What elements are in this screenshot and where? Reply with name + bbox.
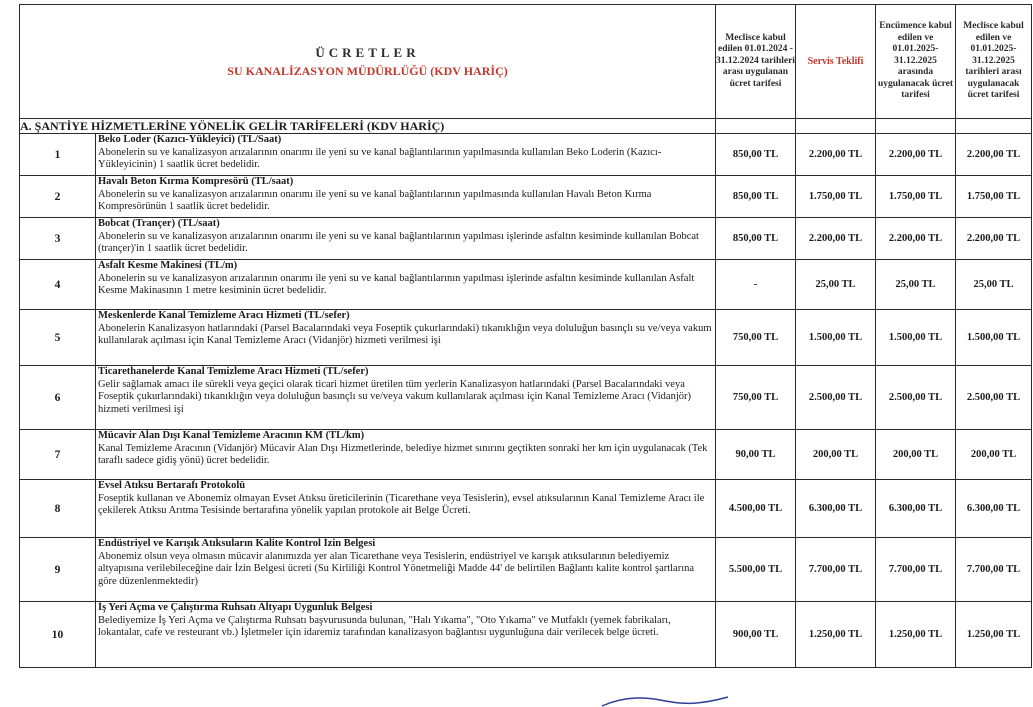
row-detail: Abonelerin su ve kanalizasyon arızalarının onarımı ile yeni su ve kanal bağlantılarının yapılması işlerinde asfaltın kesiminde kullanılan Asfalt Kesme Makinasının 1 metre kesiminin ücret bedelidir.	[98, 272, 695, 296]
price-encumen-2025: 1.750,00 TL	[876, 176, 956, 218]
header-row	[20, 5, 1032, 119]
row-number: 8	[20, 480, 96, 538]
price-2024: 90,00 TL	[716, 430, 796, 480]
page-title: ÜCRETLER	[315, 44, 420, 60]
price-2024: 900,00 TL	[716, 602, 796, 668]
row-detail: Abonelerin su ve kanalizasyon arızalarının onarımı ile yeni su ve kanal bağlantılarının yapılmasında kullanılan Beko Loderin (Kazıcı-Yükleyicinin) 1 saatlik ücret bedelidir.	[98, 146, 662, 170]
row-title: Evsel Atıksu Bertarafı Protokolü	[98, 480, 246, 491]
section-row	[20, 119, 1032, 134]
price-encumen-2025: 7.700,00 TL	[876, 538, 956, 602]
row-number: 3	[20, 218, 96, 260]
column-header-2024: Meclisce kabul edilen 01.01.2024 - 31.12.2024 tarihleri arası uygulanan ücret tarifesi	[716, 5, 796, 119]
row-number: 1	[20, 134, 96, 176]
price-service-offer: 1.250,00 TL	[796, 602, 876, 668]
signature-stroke	[600, 694, 730, 707]
row-title: Ticarethanelerde Kanal Temizleme Aracı Hizmeti (TL/sefer)	[98, 366, 369, 377]
price-service-offer: 2.500,00 TL	[796, 366, 876, 430]
row-description	[96, 602, 716, 668]
document-header	[20, 5, 716, 119]
price-service-offer: 6.300,00 TL	[796, 480, 876, 538]
price-encumen-2025: 6.300,00 TL	[876, 480, 956, 538]
price-2024: 850,00 TL	[716, 134, 796, 176]
price-encumen-2025: 2.200,00 TL	[876, 218, 956, 260]
row-title: Endüstriyel ve Karışık Atıksuların Kalite Kontrol İzin Belgesi	[98, 538, 376, 549]
price-encumen-2025: 200,00 TL	[876, 430, 956, 480]
price-service-offer: 200,00 TL	[796, 430, 876, 480]
row-detail: Abonelerin Kanalizasyon hatlarındaki (Parsel Bacalarındaki veya Foseptik çukurlarındaki) tıkanıklığın veya doluluğun basınçlı su ve/veya vakum kullanılarak açılması için Kanal Temizleme Aracı (Vidanjör) hizmeti verilmesi işi	[98, 322, 712, 346]
table-row	[20, 134, 1032, 176]
row-detail: Abonelerin su ve kanalizasyon arızalarının onarımı ile yeni su ve kanal bağlantılarının yapılmasında kullanılan Havalı Beton Kırma Kompresörünün 1 saatlik ücret bedelidir.	[98, 188, 652, 212]
page-subtitle: SU KANALİZASYON MÜDÜRLÜĞÜ (KDV HARİÇ)	[227, 63, 508, 78]
row-description	[96, 218, 716, 260]
section-cell-empty	[956, 119, 1032, 134]
table-row	[20, 310, 1032, 366]
price-2024: 4.500,00 TL	[716, 480, 796, 538]
row-title: Havalı Beton Kırma Kompresörü (TL/saat)	[98, 176, 294, 187]
row-description	[96, 310, 716, 366]
price-2024: 750,00 TL	[716, 310, 796, 366]
row-detail: Abonemiz olsun veya olmasın mücavir alanımızda yer alan Ticarethane veya Tesislerin, endüstriyel ve karışık atıksularının belediyemiz altyapısına verilebileceğine dair İzin Belgesi ücreti (Su Kirliliği Kontrol Yönetmeliği Madde 44' de belirtilen Bağlantı kalite kontrol şartlarına göre düzenlenmektedir)	[98, 550, 695, 587]
row-detail: Abonelerin su ve kanalizasyon arızalarının onarımı ile yeni su ve kanal bağlantılarının yapılması işlerinde asfaltın kesiminde kullanılan Bobcat (trançer)'in 1 saatlik ücret bedelidir.	[98, 230, 699, 254]
section-cell-empty	[796, 119, 876, 134]
price-service-offer: 1.750,00 TL	[796, 176, 876, 218]
row-description	[96, 134, 716, 176]
row-title: İş Yeri Açma ve Çalıştırma Ruhsatı Altyapı Uygunluk Belgesi	[98, 602, 373, 613]
table-row	[20, 480, 1032, 538]
row-number: 6	[20, 366, 96, 430]
row-number: 10	[20, 602, 96, 668]
price-encumen-2025: 2.200,00 TL	[876, 134, 956, 176]
row-number: 5	[20, 310, 96, 366]
row-description	[96, 260, 716, 310]
row-description	[96, 366, 716, 430]
table-row	[20, 218, 1032, 260]
price-meclis-2025: 7.700,00 TL	[956, 538, 1032, 602]
row-description	[96, 430, 716, 480]
price-2024: 850,00 TL	[716, 218, 796, 260]
row-title: Meskenlerde Kanal Temizleme Aracı Hizmeti (TL/sefer)	[98, 310, 350, 321]
price-2024: 5.500,00 TL	[716, 538, 796, 602]
table-row	[20, 176, 1032, 218]
price-meclis-2025: 2.500,00 TL	[956, 366, 1032, 430]
row-number: 4	[20, 260, 96, 310]
price-meclis-2025: 1.750,00 TL	[956, 176, 1032, 218]
row-detail: Belediyemize İş Yeri Açma ve Çalıştırma Ruhsatı başvurusunda bulunan, "Halı Yıkama", "Oto Yıkama" ve Mutfaklı (yemek fabrikaları, lokantalar, cafe ve resteurant vb.) İşletmeler için idaremiz tarafından kanalizasyon bağlantısı uygunluğuna dair verilecek belge ücreti.	[98, 614, 671, 638]
price-encumen-2025: 1.250,00 TL	[876, 602, 956, 668]
price-service-offer: 2.200,00 TL	[796, 218, 876, 260]
section-title: A. ŞANTİYE HİZMETLERİNE YÖNELİK GELİR TARİFELERİ (KDV HARİÇ)	[20, 119, 716, 134]
price-2024: 850,00 TL	[716, 176, 796, 218]
table-row	[20, 538, 1032, 602]
price-meclis-2025: 200,00 TL	[956, 430, 1032, 480]
table-row	[20, 602, 1032, 668]
price-encumen-2025: 1.500,00 TL	[876, 310, 956, 366]
price-service-offer: 7.700,00 TL	[796, 538, 876, 602]
column-header-meclis-2025: Meclisce kabul edilen ve 01.01.2025-31.12.2025 tarihleri arası uygulanacak ücret tarifesi	[956, 5, 1032, 119]
row-number: 7	[20, 430, 96, 480]
row-title: Bobcat (Trançer) (TL/saat)	[98, 218, 220, 229]
price-meclis-2025: 25,00 TL	[956, 260, 1032, 310]
section-cell-empty	[876, 119, 956, 134]
price-service-offer: 25,00 TL	[796, 260, 876, 310]
row-detail: Gelir sağlamak amacı ile sürekli veya geçici olarak ticari hizmet üretilen tüm yerlerin Kanalizasyon hatlarındaki (Parsel Bacalarındaki veya Foseptik çukurlarındaki) tıkanıklığın veya doluluğun basınçlı su ve/veya vakum kullanılarak açılması için Kanal Temizleme Aracı (Vidanjör) hizmeti verilmesi işi	[98, 378, 691, 415]
table-row	[20, 430, 1032, 480]
price-2024: 750,00 TL	[716, 366, 796, 430]
price-service-offer: 1.500,00 TL	[796, 310, 876, 366]
row-title: Asfalt Kesme Makinesi (TL/m)	[98, 260, 238, 271]
row-number: 9	[20, 538, 96, 602]
row-title: Beko Loder (Kazıcı-Yükleyici) (TL/Saat)	[98, 134, 282, 145]
price-2024: -	[716, 260, 796, 310]
table-row	[20, 366, 1032, 430]
price-meclis-2025: 1.500,00 TL	[956, 310, 1032, 366]
row-description	[96, 538, 716, 602]
row-detail: Foseptik kullanan ve Abonemiz olmayan Evset Atıksu üreticilerinin (Ticarethane veya Tesislerin), evsel atıksularının Kanal Temizleme Aracı ile çekilerek Atıksu Arıtma Tesisinde bertarafına yönelik yapılan protokole ait Belge Ücreti.	[98, 492, 705, 516]
column-header-offer: Servis Teklifi	[796, 5, 876, 119]
price-meclis-2025: 1.250,00 TL	[956, 602, 1032, 668]
row-detail: Kanal Temizleme Aracının (Vidanjör) Mücavir Alan Dışı Hizmetlerinde, belediye hizmet sınırını geçtikten sonraki her km için uygulanacak (Tek taraflı sadece gidiş yönü) ücret bedelidir.	[98, 442, 708, 466]
section-cell-empty	[716, 119, 796, 134]
price-encumen-2025: 25,00 TL	[876, 260, 956, 310]
column-header-encumen-2025: Encümence kabul edilen ve 01.01.2025-31.12.2025 arasında uygulanacak ücret tarifesi	[876, 5, 956, 119]
price-encumen-2025: 2.500,00 TL	[876, 366, 956, 430]
row-number: 2	[20, 176, 96, 218]
price-service-offer: 2.200,00 TL	[796, 134, 876, 176]
price-meclis-2025: 6.300,00 TL	[956, 480, 1032, 538]
price-meclis-2025: 2.200,00 TL	[956, 218, 1032, 260]
row-description	[96, 480, 716, 538]
table-row	[20, 260, 1032, 310]
fee-table	[19, 4, 1032, 668]
row-description	[96, 176, 716, 218]
price-meclis-2025: 2.200,00 TL	[956, 134, 1032, 176]
row-title: Mücavir Alan Dışı Kanal Temizleme Aracının KM (TL/km)	[98, 430, 365, 441]
